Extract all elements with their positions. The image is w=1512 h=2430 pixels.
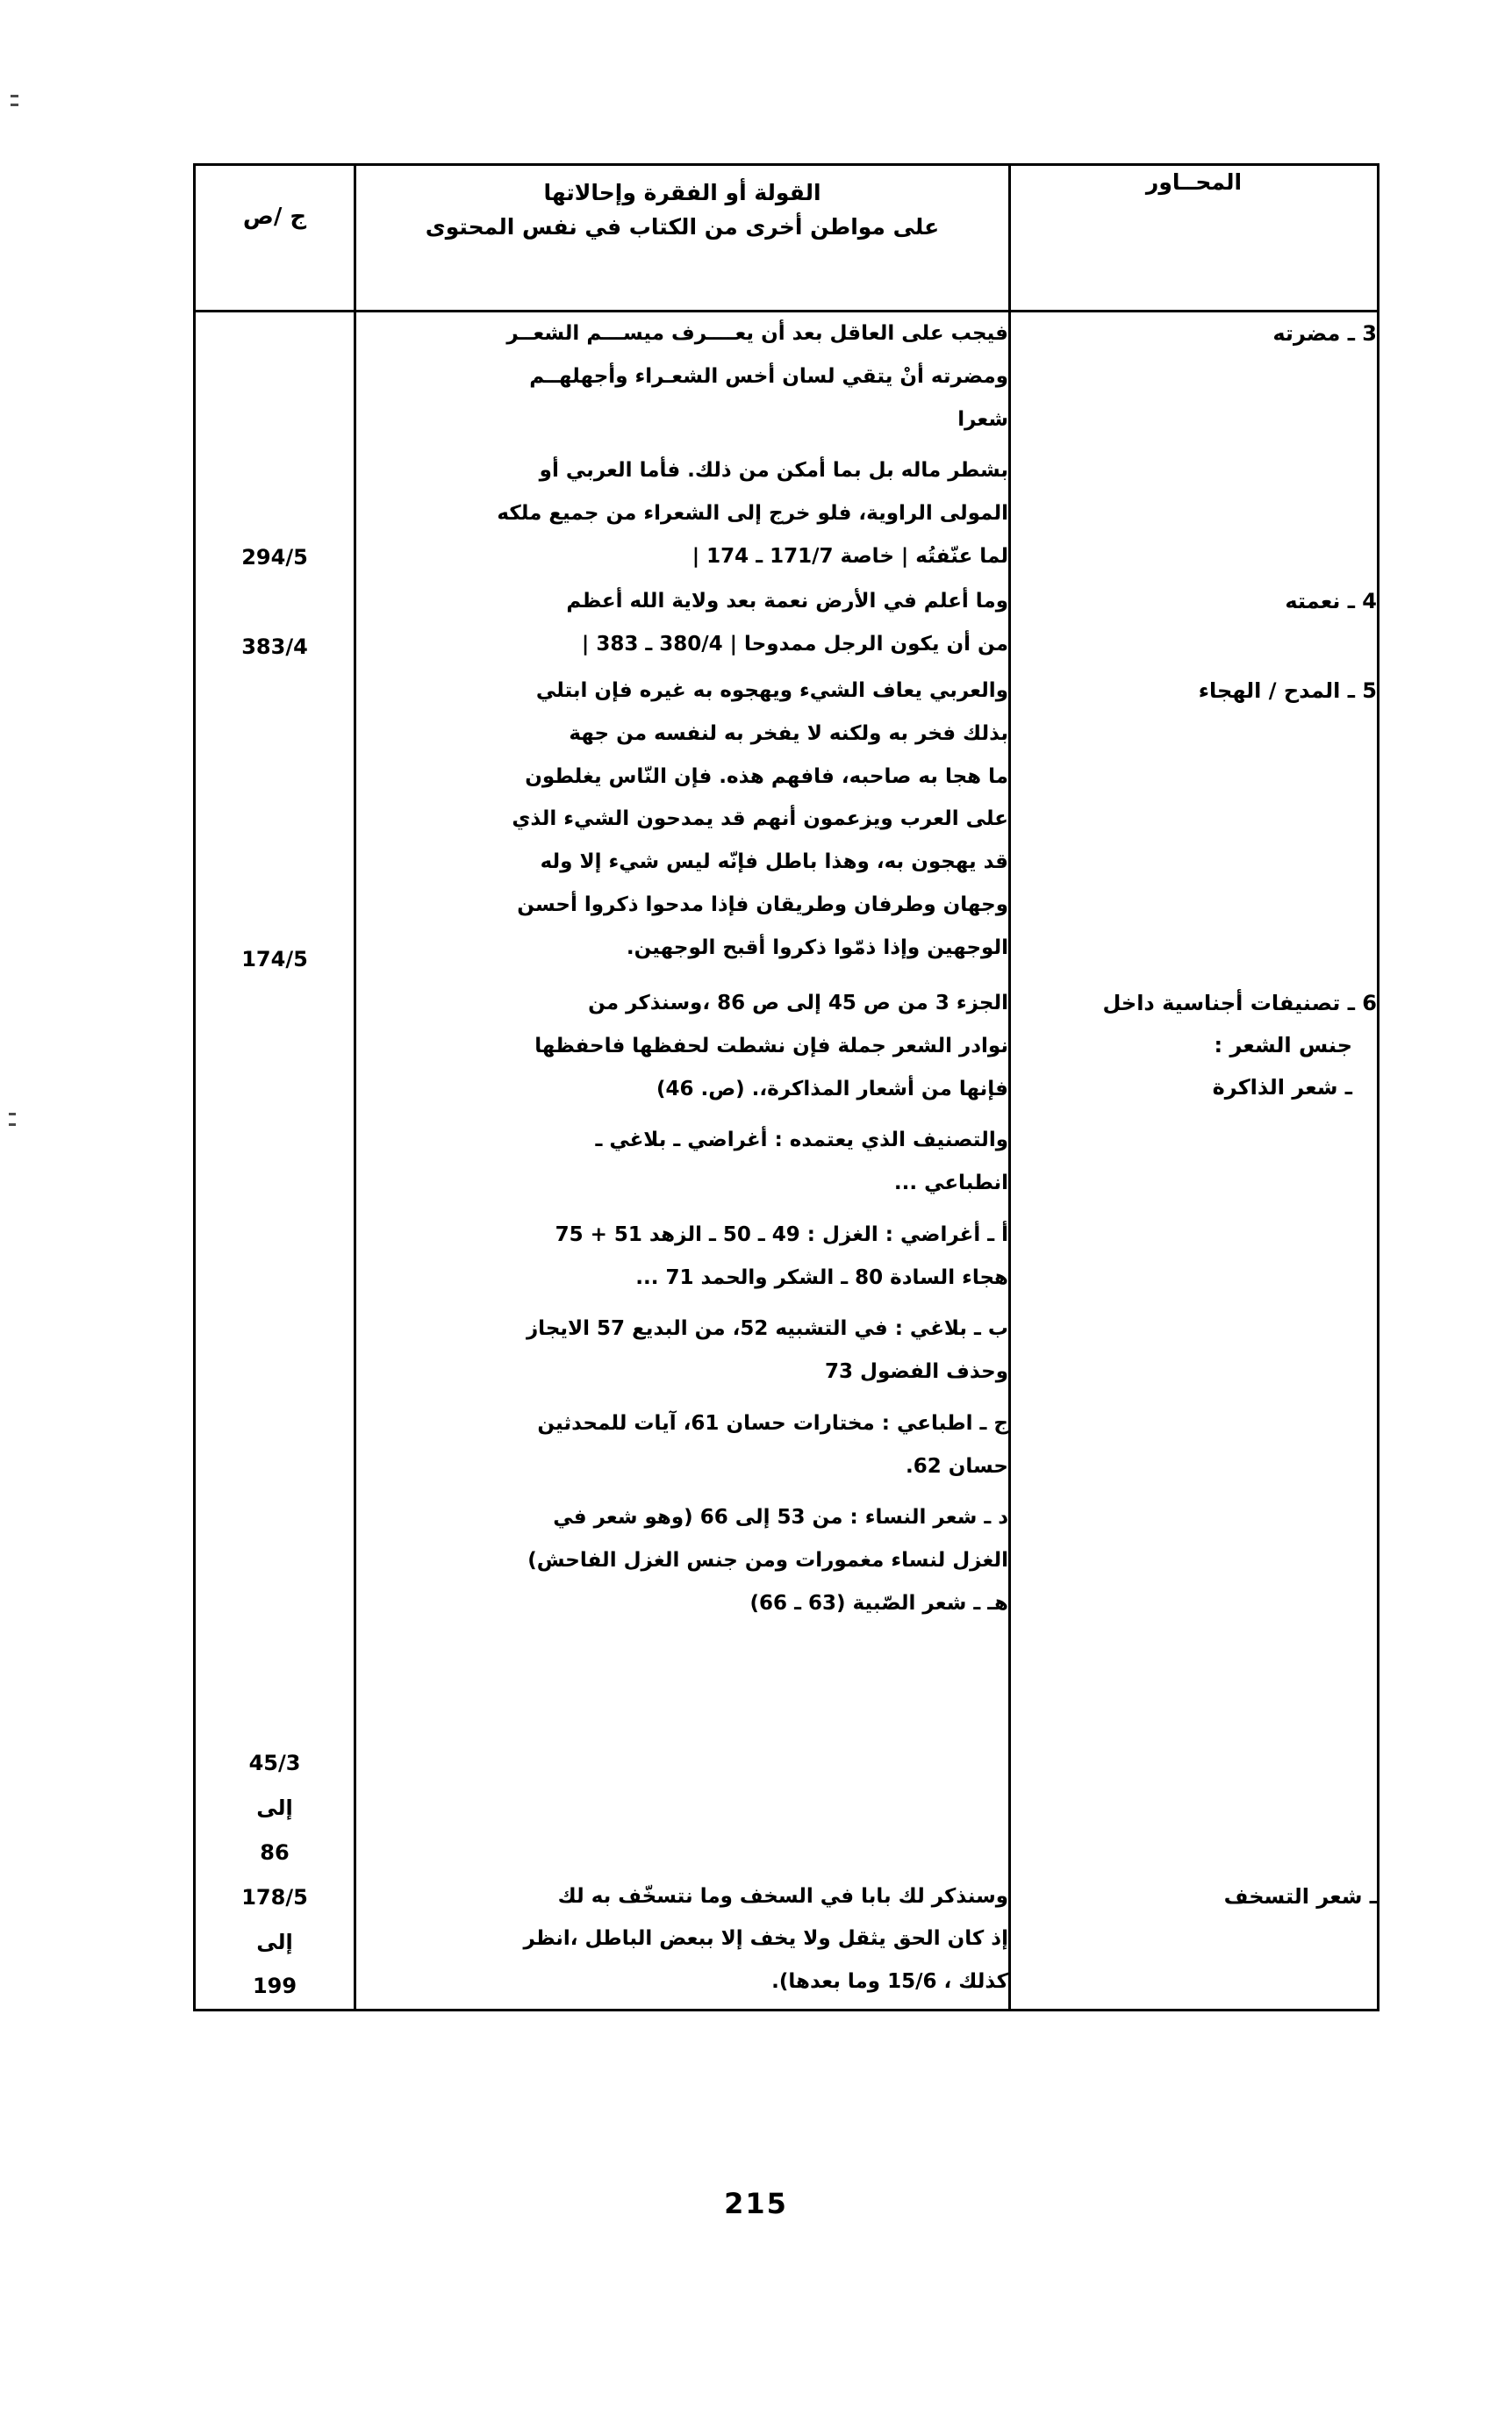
page-ref-spacer xyxy=(196,849,354,893)
page-ref-value: 86 xyxy=(260,1839,290,1865)
table-row xyxy=(195,312,1379,581)
table-row xyxy=(195,670,1379,982)
cell-axis xyxy=(1010,670,1379,982)
cell-page-ref xyxy=(195,982,355,1875)
page-ref-spacer xyxy=(196,357,354,402)
page-ref-value: 199 xyxy=(252,1974,297,1999)
axis-line: ـ شعر الذاكرة xyxy=(1212,1075,1352,1100)
page-ref-spacer xyxy=(196,982,354,1027)
quote-line: إذ كان الحق يثقل ولا يخف إلا ببعض الباطل ،انظر xyxy=(523,1927,1008,1951)
axis-line: 6 ـ تصنيفات أجناسية داخل xyxy=(1102,991,1377,1016)
page-ref-value: إلى xyxy=(256,1795,293,1820)
page-ref-spacer xyxy=(196,447,354,491)
quote-line: قد يهجون به، وهذا باطل فإنّه ليس شيء إلا وله xyxy=(540,850,1008,873)
page-ref-spacer xyxy=(196,670,354,714)
cell-quote xyxy=(355,1875,1010,2011)
quote-line: والعربي يعاف الشيء ويهجوه به غيره فإن ابتلي xyxy=(535,679,1008,702)
quote-line: انطباعي ... xyxy=(893,1172,1008,1195)
quote-line: الوجهين وإذا ذمّوا ذكروا أقبح الوجهين. xyxy=(626,935,1008,959)
quote-line: حسان 62. xyxy=(905,1454,1008,1478)
table-row xyxy=(195,982,1379,1875)
scan-artifact-mark xyxy=(11,104,18,106)
column-header-quote-line-2: على مواطن أخرى من الكتاب في نفس المحتوى xyxy=(425,213,940,240)
quote-paragraph xyxy=(356,982,1008,1110)
axis-line: جنس الشعر : xyxy=(1214,1033,1352,1058)
cell-axis xyxy=(1010,982,1379,1875)
page-ref-spacer xyxy=(196,312,354,357)
page-ref-spacer xyxy=(196,1563,354,1608)
quote-line: أ ـ أغراضي : الغزل : 49 ـ 50 ـ الزهد 51 + 75 xyxy=(555,1222,1008,1246)
table-header xyxy=(195,165,1379,312)
table-row xyxy=(195,1875,1379,2011)
reference-table-wrapper xyxy=(196,163,1379,2011)
cell-axis xyxy=(1010,1875,1379,2011)
quote-paragraph xyxy=(356,1875,1008,2003)
quote-line: شعرا xyxy=(957,407,1008,431)
quote-line: نوادر الشعر جملة فإن نشطت لحفظها فاحفظها xyxy=(534,1034,1008,1057)
quote-line: ج ـ اطباعي : مختارات حسان 61، آيات للمحدثين xyxy=(537,1411,1008,1435)
cell-page-ref xyxy=(195,580,355,670)
table-header-row xyxy=(195,165,1379,312)
page-ref-spacer xyxy=(196,1607,354,1652)
page-ref-spacer xyxy=(196,714,354,759)
page-ref-spacer xyxy=(196,1384,354,1429)
quote-line: على العرب ويزعمون أنهم قد يمدحون الشيء الذي xyxy=(512,807,1008,831)
scan-artifact-mark xyxy=(9,1123,16,1126)
page-ref-spacer xyxy=(196,1250,354,1294)
column-header-axis xyxy=(1010,165,1379,312)
reference-table xyxy=(193,163,1379,2011)
page-ref-spacer xyxy=(196,491,354,536)
quote-line: كذلك ، 15/6 وما بعدها). xyxy=(771,1970,1008,1994)
column-header-axis-label: المحــاور xyxy=(1145,169,1243,195)
quote-line: المولى الراوية، فلو خرج إلى الشعراء من جميع ملكه xyxy=(497,502,1008,525)
scan-artifact-mark xyxy=(9,1113,16,1115)
quote-line: بشطر ماله بل بما أمكن من ذلك. فأما العربي أو xyxy=(539,459,1008,483)
quote-line: وسنذكر لك بابا في السخف وما نتسخّف به لك xyxy=(557,1884,1008,1908)
cell-page-ref xyxy=(195,670,355,982)
quote-line: والتصنيف الذي يعتمده : أغراضي ـ بلاغي ـ xyxy=(595,1129,1008,1152)
quote-paragraph xyxy=(356,1496,1008,1624)
column-header-page-ref xyxy=(195,165,355,312)
page-ref-spacer xyxy=(196,402,354,447)
page-ref-value: 383/4 xyxy=(241,634,308,660)
page-ref-spacer xyxy=(196,1027,354,1072)
page-ref-value: 174/5 xyxy=(241,947,308,972)
page-ref-spacer xyxy=(196,1518,354,1563)
cell-page-ref xyxy=(195,1875,355,2011)
cell-quote xyxy=(355,670,1010,982)
cell-axis xyxy=(1010,312,1379,581)
quote-line: فيجب على العاقل بعد أن يعــــرف ميســـم الشعــر xyxy=(506,322,1008,345)
table-row xyxy=(195,580,1379,670)
page-ref-spacer xyxy=(196,1294,354,1339)
quote-line: وما أعلم في الأرض نعمة بعد ولاية الله أعظم xyxy=(566,590,1008,613)
page-ref-spacer xyxy=(196,1696,354,1741)
table-body xyxy=(195,312,1379,2011)
page-number: 215 xyxy=(724,2187,788,2220)
page-ref-spacer xyxy=(196,1652,354,1696)
quote-line: ب ـ بلاغي : في التشبيه 52، من البديع 57 الايجاز xyxy=(526,1317,1008,1341)
page-ref-value: 45/3 xyxy=(248,1751,301,1775)
column-header-page-ref-label: ج /ص xyxy=(242,204,307,230)
page-ref-spacer xyxy=(196,1161,354,1206)
page-ref-value: 294/5 xyxy=(241,545,308,570)
page-ref-spacer xyxy=(196,1473,354,1518)
quote-line: من أن يكون الرجل ممدوحا | 380/4 ـ 383 | xyxy=(581,633,1008,656)
quote-paragraph xyxy=(356,1308,1008,1394)
axis-line: ـ شعر التسخف xyxy=(1223,1883,1377,1909)
quote-line: الجزء 3 من ص 45 إلى ص 86 ،وسنذكر من xyxy=(588,992,1008,1015)
cell-quote xyxy=(355,982,1010,1875)
quote-paragraph xyxy=(356,1119,1008,1205)
page-ref-value: 178/5 xyxy=(241,1884,308,1910)
quote-line: د ـ شعر النساء : من 53 إلى 66 (وهو شعر في xyxy=(553,1506,1008,1530)
quote-line: لما عنّفتُه | خاصة 171/7 ـ 174 | xyxy=(692,544,1008,568)
quote-line: ومضرته أنْ يتقي لسان أخس الشعـراء وأجهلهــم xyxy=(529,364,1008,388)
quote-line: وجهان وطرفان وطريقان فإذا مدحوا ذكروا أحسن xyxy=(517,892,1008,916)
cell-quote xyxy=(355,312,1010,581)
quote-line: الغزل لنساء مغمورات ومن جنس الغزل الفاحش) xyxy=(527,1549,1008,1573)
page-ref-spacer xyxy=(196,759,354,804)
quote-line: هـ ـ شعر الصّبية (63 ـ 66) xyxy=(749,1591,1008,1615)
cell-axis xyxy=(1010,580,1379,670)
quote-line: وحذف الفضول 73 xyxy=(824,1360,1008,1384)
quote-line: بذلك فخر به ولكنه لا يفخر به لنفسه من جهة xyxy=(569,721,1008,745)
axis-line: 5 ـ المدح / الهجاء xyxy=(1198,678,1377,703)
page-ref-spacer xyxy=(196,1206,354,1251)
page-ref-spacer xyxy=(196,804,354,849)
cell-page-ref xyxy=(195,312,355,581)
axis-line: 4 ـ نعمته xyxy=(1285,589,1377,614)
scan-artifact-mark xyxy=(11,95,18,97)
quote-paragraph xyxy=(356,1214,1008,1300)
page-ref-spacer xyxy=(196,1339,354,1384)
quote-paragraph xyxy=(356,580,1008,666)
page-ref-spacer xyxy=(196,1429,354,1473)
page-ref-spacer xyxy=(196,1116,354,1161)
page-ref-spacer xyxy=(196,892,354,937)
page-ref-spacer xyxy=(196,580,354,625)
quote-line: هجاء السادة 80 ـ الشكر والحمد 71 ... xyxy=(635,1265,1008,1289)
column-header-quote-line-1: القولة أو الفقرة وإحالاتها xyxy=(543,180,821,205)
quote-paragraph xyxy=(356,449,1008,577)
quote-line: فإنها من أشعار المذاكرة،. (ص. 46) xyxy=(656,1077,1008,1100)
page-ref-value: إلى xyxy=(256,1929,293,1954)
quote-paragraph xyxy=(356,670,1008,969)
cell-quote xyxy=(355,580,1010,670)
column-header-quote xyxy=(355,165,1010,312)
quote-paragraph xyxy=(356,312,1008,441)
axis-line: 3 ـ مضرته xyxy=(1272,321,1377,346)
page-ref-spacer xyxy=(196,1072,354,1116)
quote-paragraph xyxy=(356,1402,1008,1488)
quote-line: ما هجا به صاحبه، فافهم هذه. فإن النّاس يغلطون xyxy=(525,764,1008,788)
